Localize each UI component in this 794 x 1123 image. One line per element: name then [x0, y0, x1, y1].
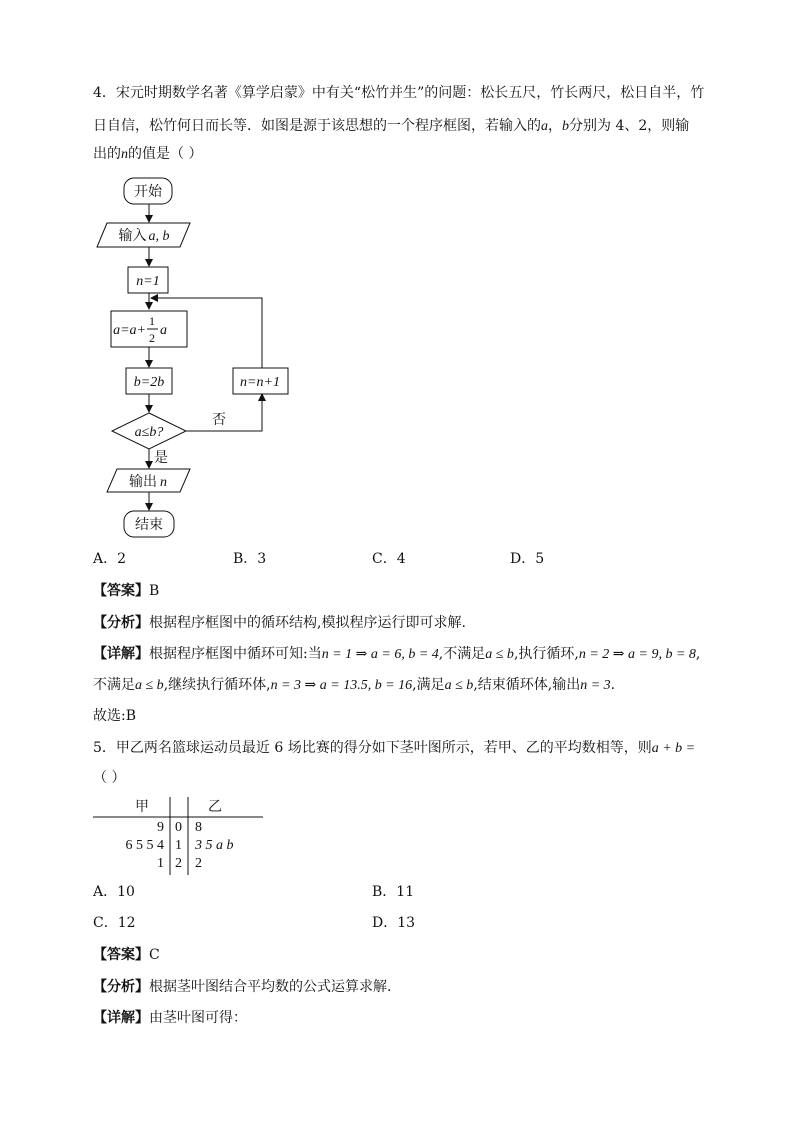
q4-stem-line-3 — [93, 144, 202, 165]
detail-tag: 【详解】 — [93, 646, 149, 662]
program-flowchart — [95, 172, 305, 542]
row-stem: 0 — [175, 820, 182, 835]
detail-math: a ≤ b — [485, 647, 514, 662]
answer-value: C — [149, 947, 160, 963]
q4-option-b: B．3 — [233, 551, 267, 567]
detail-math: n = 2 ⇒ a = 9, b = 8 — [578, 647, 696, 662]
detail-math: n = 3 — [580, 678, 611, 693]
increment-label: n=n+1 — [240, 375, 280, 390]
detail-text: ,结束循环体,输出 — [473, 677, 581, 693]
output-label: 输出 n — [129, 475, 167, 490]
answer-tag: 【答案】 — [93, 583, 149, 599]
q4-text: ， — [548, 118, 562, 134]
q4-detail-line-2 — [93, 675, 615, 696]
row-left-leaves: 9 — [157, 820, 164, 835]
detail-text: 根据程序框图中循环可知:当 — [149, 646, 322, 662]
q4-text: 出的 — [93, 146, 121, 162]
q4-detail-line-1 — [93, 644, 700, 665]
q4-stem-line-2 — [93, 116, 689, 137]
row-stem: 1 — [175, 838, 182, 853]
analysis-text: 根据程序框图中的循环结构,模拟程序运行即可求解. — [149, 615, 466, 631]
start-label: 开始 — [134, 185, 162, 200]
row-left-leaves: 6 5 5 4 — [125, 838, 164, 853]
q4-answer — [93, 581, 159, 601]
loop-back-arrow — [151, 298, 262, 368]
q5-stem-line-1 — [93, 738, 695, 759]
end-label: 结束 — [135, 518, 163, 533]
q4-stem-line-1: 4．宋元时期数学名著《算学启蒙》中有关“松竹并生”的问题：松长五尺，竹长两尺，松日自半，竹 — [93, 85, 705, 101]
detail-text: 不满足 — [93, 677, 135, 693]
row-left-leaves: 1 — [157, 856, 164, 871]
detail-text: ,满足 — [412, 677, 445, 693]
q4-analysis — [93, 613, 466, 633]
q4-option-a: A．2 — [93, 551, 127, 567]
row-right-leaves: 2 — [195, 856, 202, 871]
q4-text: 的值是（ ） — [128, 146, 203, 162]
detail-math: n = 1 ⇒ a = 6, b = 4 — [321, 647, 439, 662]
update-a-suffix: a — [160, 323, 167, 338]
q4-option-d: D．5 — [510, 551, 545, 567]
q5-math: a + b = — [651, 741, 696, 756]
condition-label: a≤b? — [134, 425, 164, 440]
analysis-text: 根据茎叶图结合平均数的公式运算求解. — [149, 979, 392, 995]
q5-option-d: D．13 — [372, 915, 416, 931]
detail-text: ,继续执行循环体, — [163, 677, 271, 693]
q5-detail — [93, 1008, 247, 1028]
q4-text: 日自信，松竹何日而长等．如图是源于该思想的一个程序框图，若输入的 — [93, 118, 541, 134]
row-stem: 2 — [175, 856, 182, 871]
q5-answer — [93, 945, 160, 965]
right-header: 乙 — [208, 800, 222, 815]
detail-text: . — [610, 677, 616, 693]
var-n: n — [121, 147, 128, 162]
update-b-label: b=2b — [133, 375, 165, 390]
row-right-leaves: 3 5 a b — [195, 838, 234, 853]
detail-text: ,执行循环, — [513, 646, 579, 662]
var-a: a — [541, 119, 548, 134]
row-right-leaves: 8 — [195, 820, 202, 835]
update-a-label: a=a+ — [113, 323, 146, 338]
analysis-tag: 【分析】 — [93, 615, 149, 631]
q5-option-b: B．11 — [372, 884, 415, 900]
q4-conclusion: 故选:B — [93, 708, 137, 724]
q5-text: 5．甲乙两名篮球运动员最近 6 场比赛的得分如下茎叶图所示，若甲、乙的平均数相等，则 — [93, 740, 652, 756]
q4-option-c: C．4 — [372, 551, 406, 567]
fraction-denominator: 2 — [149, 331, 155, 345]
fraction-numerator: 1 — [149, 314, 155, 328]
detail-text: 由茎叶图可得： — [149, 1010, 247, 1026]
left-header: 甲 — [135, 800, 149, 815]
q5-stem-line-2: （ ） — [93, 770, 126, 786]
yes-label: 是 — [154, 451, 168, 466]
init-label: n=1 — [136, 274, 160, 289]
answer-value: B — [149, 583, 160, 599]
analysis-tag: 【分析】 — [93, 979, 149, 995]
q5-analysis — [93, 977, 391, 997]
stem-leaf-plot — [93, 797, 268, 877]
no-label: 否 — [212, 413, 226, 428]
input-label: 输入 a, b — [118, 229, 170, 244]
detail-math: a ≤ b — [135, 678, 164, 693]
detail-math: a ≤ b — [444, 678, 474, 693]
q4-text: 分别为 4、2，则输 — [569, 118, 690, 134]
detail-tag: 【详解】 — [93, 1010, 149, 1026]
detail-text: , — [695, 646, 701, 662]
detail-text: ,不满足 — [438, 646, 486, 662]
detail-math: n = 3 ⇒ a = 13.5, b = 16 — [270, 678, 413, 693]
var-b: b — [562, 119, 569, 134]
q5-option-c: C．12 — [93, 915, 136, 931]
q5-option-a: A．10 — [93, 884, 135, 900]
answer-tag: 【答案】 — [93, 947, 149, 963]
